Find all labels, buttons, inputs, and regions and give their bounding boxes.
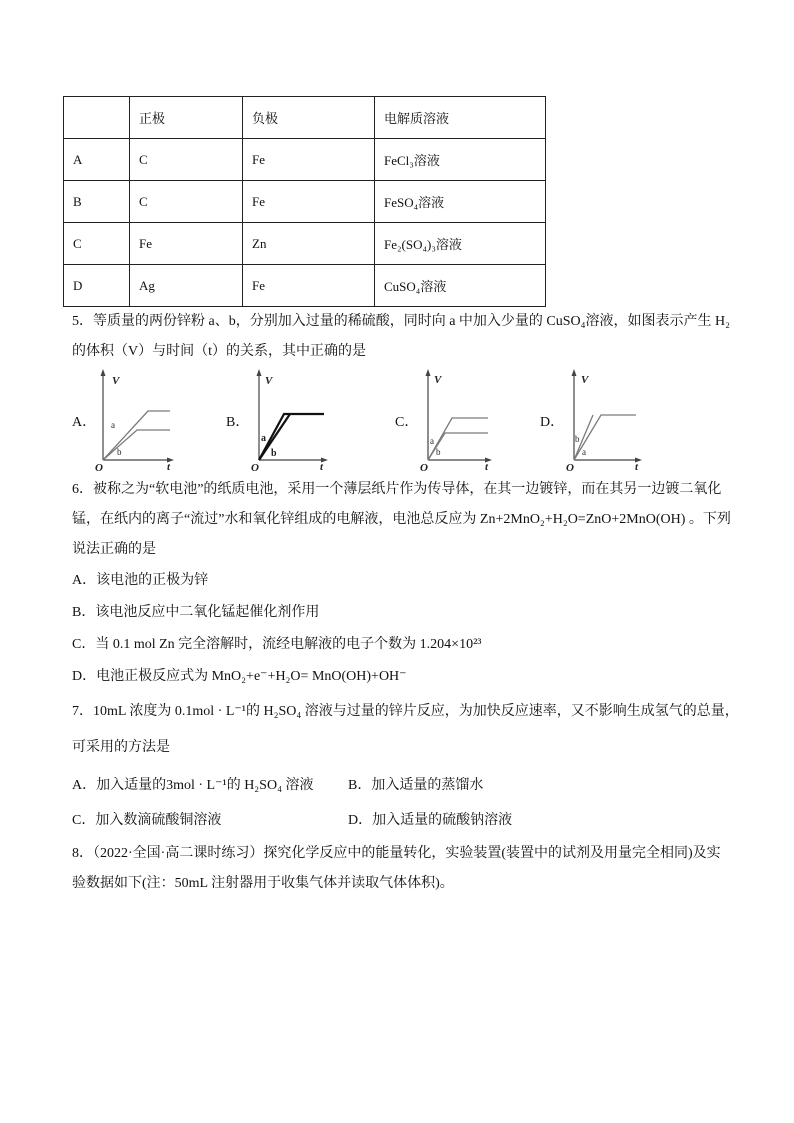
q5-graphs xyxy=(0,360,794,475)
y-axis-label: V xyxy=(434,374,442,386)
x-axis-label: t xyxy=(485,461,489,473)
curve-b xyxy=(103,430,170,460)
q7-option-d: D．加入适量的硫酸钠溶液 xyxy=(348,813,513,828)
table-cell-option: D xyxy=(64,265,130,307)
table-header-positive: 正极 xyxy=(130,97,243,139)
graph-option-b xyxy=(251,369,328,474)
table-row xyxy=(64,181,546,223)
y-axis-arrow xyxy=(572,369,577,376)
q6-option-c: C．当 0.1 mol Zn 完全溶解时，流经电解液的电子个数为 1.204×10²³ xyxy=(72,637,482,652)
y-axis-label: V xyxy=(112,375,120,387)
curve-b-label: b xyxy=(117,447,122,457)
graph-option-a xyxy=(95,369,174,474)
q6-stem-line-3: 说法正确的是 xyxy=(72,542,156,557)
q6-option-a: A．该电池的正极为锌 xyxy=(72,573,209,588)
q8-stem-line-2: 验数据如下(注：50mL 注射器用于收集气体并读取气体体积)。 xyxy=(72,876,454,891)
table-cell-option: B xyxy=(64,181,130,223)
curve-a-label: a xyxy=(111,420,115,430)
q6-option-b: B．该电池反应中二氧化锰起催化剂作用 xyxy=(72,605,320,620)
x-axis-label: t xyxy=(635,461,639,473)
curve-a-label: a xyxy=(430,436,434,446)
y-axis-arrow xyxy=(257,369,262,376)
x-axis-label: t xyxy=(320,461,324,473)
table-cell-electrolyte: CuSO₄溶液 xyxy=(375,265,546,307)
q6-stem-line-1: 6．被称之为“软电池”的纸质电池，采用一个薄层纸片作为传导体，在其一边镀锌，而在其另一边镀二氧化 xyxy=(72,482,722,497)
table-cell-option: C xyxy=(64,223,130,265)
table-cell-electrolyte: FeCl₃溶液 xyxy=(375,139,546,181)
table-cell-positive: C xyxy=(130,139,243,181)
electrode-table xyxy=(63,96,546,307)
table-cell-negative: Zn xyxy=(243,223,375,265)
graph-option-c xyxy=(420,369,492,474)
q6-option-d: D．电池正极反应式为 MnO₂+e⁻+H₂O= MnO(OH)+OH⁻ xyxy=(72,669,407,684)
table-cell-electrolyte: FeSO₄溶液 xyxy=(375,181,546,223)
y-axis-label: V xyxy=(265,375,273,387)
table-cell-negative: Fe xyxy=(243,265,375,307)
y-axis-arrow xyxy=(101,369,106,376)
table-row xyxy=(64,139,546,181)
q7-option-c: C．加入数滴硫酸铜溶液 xyxy=(72,813,222,828)
q6-stem-line-2: 锰，在纸内的离子“流过”水和氧化锌组成的电解液，电池总反应为 Zn+2MnO₂+H₂O=ZnO+2MnO(OH) 。下列 xyxy=(72,512,731,527)
curve-a-label: a xyxy=(261,433,266,444)
x-axis-label: t xyxy=(167,461,171,473)
curve-a-label: a xyxy=(582,447,586,457)
q5-stem-line-2: 的体积（V）与时间（t）的关系，其中正确的是 xyxy=(72,344,366,359)
q5-option-a-letter: A． xyxy=(72,415,97,430)
table-cell-negative: Fe xyxy=(243,181,375,223)
q8-stem-line-1: 8．（2022·全国·高二课时练习）探究化学反应中的能量转化，实验装置(装置中的试剂及用量完全相同)及实 xyxy=(72,846,721,861)
q7-stem-line-2: 可采用的方法是 xyxy=(72,740,170,755)
q5-option-d-letter: D． xyxy=(540,415,565,430)
q7-option-b: B．加入适量的蒸馏水 xyxy=(348,778,484,793)
table-header-electrolyte: 电解质溶液 xyxy=(375,97,546,139)
origin-label: O xyxy=(95,462,103,474)
table-cell-positive: C xyxy=(130,181,243,223)
graph-option-d xyxy=(566,369,642,474)
q5-option-b-letter: B． xyxy=(226,415,250,430)
y-axis-arrow xyxy=(426,369,431,376)
table-cell-positive: Ag xyxy=(130,265,243,307)
q7-stem-line-1: 7．10mL 浓度为 0.1mol · L⁻¹的 H₂SO₄ 溶液与过量的锌片反应，为加快反应速率，又不影响生成氢气的总量， xyxy=(72,704,739,719)
table-header-negative: 负极 xyxy=(243,97,375,139)
curve-a xyxy=(259,414,324,460)
table-row xyxy=(64,223,546,265)
curve-b-label: b xyxy=(271,448,277,459)
table-cell-option: A xyxy=(64,139,130,181)
table-row xyxy=(64,265,546,307)
origin-label: O xyxy=(251,462,259,474)
q7-option-a: A．加入适量的3mol · L⁻¹的 H₂SO₄ 溶液 xyxy=(72,778,314,793)
table-header-cell-empty xyxy=(64,97,130,139)
table-cell-positive: Fe xyxy=(130,223,243,265)
q5-option-c-letter: C． xyxy=(395,415,419,430)
curve-a xyxy=(103,411,170,460)
origin-label: O xyxy=(420,462,428,474)
curve-b-label: b xyxy=(575,434,580,444)
origin-label: O xyxy=(566,462,574,474)
table-cell-negative: Fe xyxy=(243,139,375,181)
q5-stem-line-1: 5．等质量的两份锌粉 a、b，分别加入过量的稀硫酸，同时向 a 中加入少量的 CuSO₄溶液，如图表示产生 H₂ xyxy=(72,314,731,329)
y-axis-label: V xyxy=(581,374,589,386)
table-cell-electrolyte: Fe₂(SO₄)₃溶液 xyxy=(375,223,546,265)
table-header-row xyxy=(64,97,546,139)
curve-b-label: b xyxy=(436,447,441,457)
